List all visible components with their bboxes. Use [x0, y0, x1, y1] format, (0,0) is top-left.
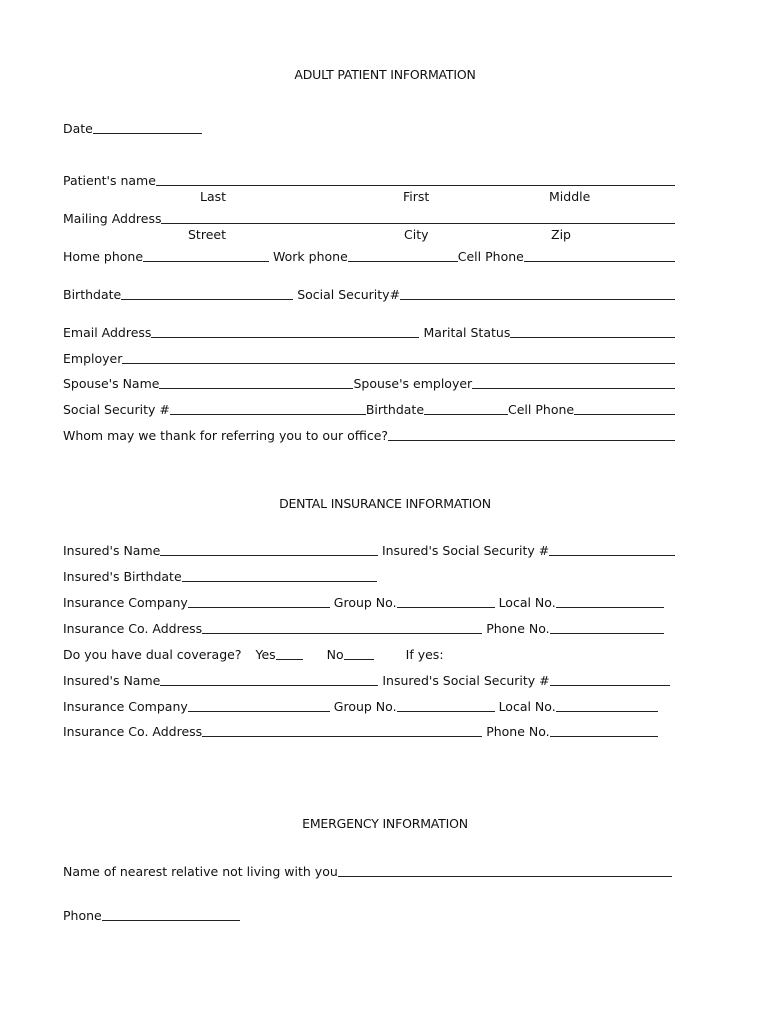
- relative-label: Name of nearest relative not living with you: [63, 864, 338, 879]
- emergency-phone-row: [63, 905, 675, 923]
- employer-field[interactable]: [122, 349, 675, 364]
- last-sublabel: Last: [200, 189, 227, 204]
- relative-field[interactable]: [338, 862, 672, 877]
- spouse-row: [63, 373, 675, 391]
- referral-row: [63, 425, 675, 443]
- patient-name-field[interactable]: [156, 171, 675, 186]
- insured-birthdate-label: Insured's Birthdate: [63, 569, 182, 584]
- spouse-employer-field[interactable]: [472, 374, 675, 389]
- secondary-insurance-company-row: [63, 696, 675, 714]
- spouse-details-row: [63, 399, 675, 417]
- insured-row: [63, 540, 675, 558]
- insurance-company-row: [63, 592, 675, 610]
- birthdate-field[interactable]: [121, 285, 293, 300]
- phone-no-field[interactable]: [550, 619, 664, 634]
- home-phone-field[interactable]: [143, 247, 269, 262]
- secondary-insurance-company-label: Insurance Company: [63, 699, 188, 714]
- secondary-insurance-address-label: Insurance Co. Address: [63, 724, 203, 739]
- employer-row: [63, 348, 675, 366]
- work-phone-field[interactable]: [348, 247, 458, 262]
- zip-sublabel: Zip: [551, 227, 571, 242]
- insured-birthdate-field[interactable]: [182, 567, 377, 582]
- secondary-group-no-field[interactable]: [397, 697, 495, 712]
- emergency-section-title: EMERGENCY INFORMATION: [302, 816, 468, 831]
- spouse-employer-label: Spouse's employer: [353, 376, 473, 391]
- phones-row: [63, 246, 675, 264]
- spouse-name-label: Spouse's Name: [63, 376, 160, 391]
- phone-no-label: Phone No.: [486, 621, 550, 636]
- local-no-label: Local No.: [498, 595, 556, 610]
- secondary-insured-row: [63, 670, 675, 688]
- insurance-address-label: Insurance Co. Address: [63, 621, 203, 636]
- dental-section-title: DENTAL INSURANCE INFORMATION: [279, 496, 491, 511]
- dual-yes-field[interactable]: [276, 645, 303, 660]
- secondary-phone-no-label: Phone No.: [486, 724, 550, 739]
- emergency-phone-label: Phone: [63, 908, 102, 923]
- spouse-ssn-label: Social Security #: [63, 402, 170, 417]
- if-yes-label: If yes:: [405, 647, 444, 662]
- insurance-address-row: [63, 618, 675, 636]
- email-marital-row: [63, 322, 675, 340]
- spouse-birthdate-label: Birthdate: [365, 402, 425, 417]
- marital-status-label: Marital Status: [423, 325, 511, 340]
- date-label: Date: [63, 121, 93, 136]
- patient-name-label: Patient's name: [63, 173, 156, 188]
- insurance-address-field[interactable]: [202, 619, 482, 634]
- secondary-insurance-address-field[interactable]: [202, 722, 482, 737]
- secondary-insured-name-field[interactable]: [160, 671, 378, 686]
- spouse-name-field[interactable]: [159, 374, 353, 389]
- secondary-insurance-address-row: [63, 721, 675, 739]
- spouse-ssn-field[interactable]: [170, 400, 366, 415]
- patient-name-row: [63, 170, 675, 188]
- insured-ssn-field[interactable]: [549, 541, 675, 556]
- relative-row: [63, 861, 675, 879]
- secondary-group-no-label: Group No.: [333, 699, 397, 714]
- insured-name-label: Insured's Name: [63, 543, 161, 558]
- secondary-insured-ssn-label: Insured's Social Security #: [382, 673, 550, 688]
- insured-ssn-label: Insured's Social Security #: [381, 543, 550, 558]
- middle-sublabel: Middle: [549, 189, 591, 204]
- insurance-company-field[interactable]: [188, 593, 330, 608]
- secondary-insured-name-label: Insured's Name: [63, 673, 161, 688]
- employer-label: Employer: [63, 351, 123, 366]
- local-no-field[interactable]: [556, 593, 664, 608]
- date-field[interactable]: [93, 119, 202, 134]
- dual-no-field[interactable]: [344, 645, 374, 660]
- group-no-label: Group No.: [333, 595, 397, 610]
- insured-birthdate-row: [63, 566, 675, 584]
- dual-no-label: No: [326, 647, 344, 662]
- birthdate-ssn-row: [63, 284, 675, 302]
- home-phone-label: Home phone: [63, 249, 144, 264]
- email-label: Email Address: [63, 325, 152, 340]
- insured-name-field[interactable]: [160, 541, 378, 556]
- referral-label: Whom may we thank for referring you to our office?: [63, 428, 389, 443]
- date-row: [63, 118, 675, 136]
- dual-yes-label: Yes: [255, 647, 276, 662]
- cell-phone-label: Cell Phone: [457, 249, 524, 264]
- birthdate-label: Birthdate: [63, 287, 122, 302]
- email-field[interactable]: [151, 323, 419, 338]
- dual-coverage-row: [63, 644, 675, 662]
- spouse-birthdate-field[interactable]: [424, 400, 508, 415]
- secondary-insured-ssn-field[interactable]: [550, 671, 670, 686]
- mailing-address-label: Mailing Address: [63, 211, 162, 226]
- city-sublabel: City: [404, 227, 429, 242]
- emergency-phone-field[interactable]: [102, 906, 240, 921]
- ssn-label: Social Security#: [297, 287, 401, 302]
- secondary-insurance-company-field[interactable]: [188, 697, 330, 712]
- marital-status-field[interactable]: [510, 323, 675, 338]
- adult-section-title: ADULT PATIENT INFORMATION: [294, 67, 476, 82]
- first-sublabel: First: [403, 189, 430, 204]
- ssn-field[interactable]: [400, 285, 675, 300]
- secondary-local-no-field[interactable]: [556, 697, 658, 712]
- group-no-field[interactable]: [397, 593, 495, 608]
- work-phone-label: Work phone: [273, 249, 348, 264]
- street-sublabel: Street: [188, 227, 226, 242]
- secondary-phone-no-field[interactable]: [550, 722, 658, 737]
- spouse-cell-phone-label: Cell Phone: [508, 402, 575, 417]
- secondary-local-no-label: Local No.: [498, 699, 556, 714]
- insurance-company-label: Insurance Company: [63, 595, 188, 610]
- dual-coverage-label: Do you have dual coverage?: [63, 647, 242, 662]
- referral-field[interactable]: [388, 426, 675, 441]
- mailing-address-field[interactable]: [161, 209, 675, 224]
- cell-phone-field[interactable]: [524, 247, 675, 262]
- spouse-cell-phone-field[interactable]: [574, 400, 675, 415]
- mailing-address-row: [63, 208, 675, 226]
